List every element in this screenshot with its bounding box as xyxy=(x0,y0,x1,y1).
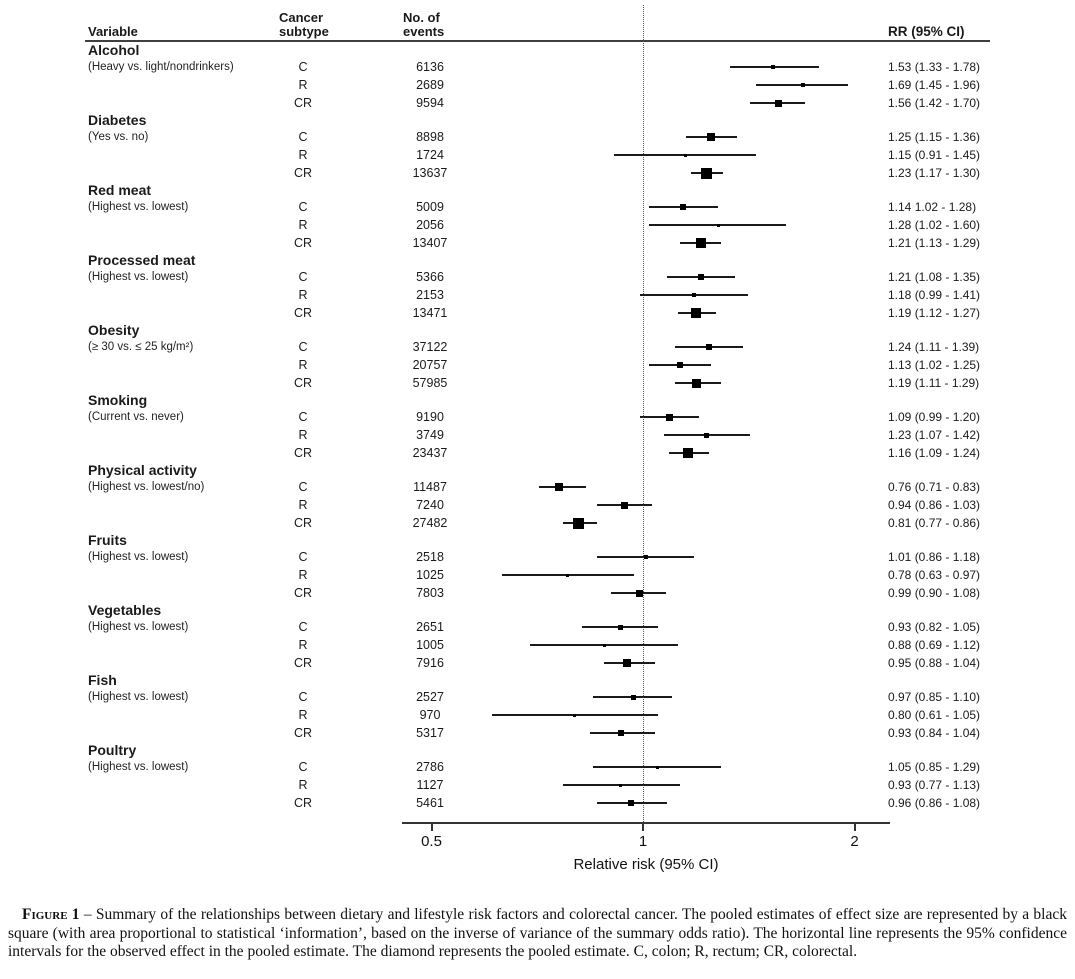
rr-cell: 1.13 (1.02 - 1.25) xyxy=(888,358,981,372)
subtype-cell: C xyxy=(298,480,308,494)
x-axis-tick-label: 0.5 xyxy=(421,833,442,850)
x-axis-tick xyxy=(854,822,856,831)
forest-row xyxy=(0,286,1075,304)
comparison-label: (Current vs. never) xyxy=(88,411,184,423)
forest-row xyxy=(0,76,1075,94)
subtype-cell: C xyxy=(298,760,308,774)
variable-group xyxy=(0,42,1075,112)
point-marker xyxy=(618,730,624,736)
rr-cell: 0.93 (0.84 - 1.04) xyxy=(888,726,981,740)
subtype-cell: CR xyxy=(293,446,313,460)
forest-row xyxy=(0,688,1075,706)
comparison-label: (Highest vs. lowest) xyxy=(88,271,189,283)
forest-row xyxy=(0,234,1075,252)
point-marker xyxy=(566,574,569,577)
rr-cell: 0.88 (0.69 - 1.12) xyxy=(888,638,981,652)
comparison-label: (Yes vs. no) xyxy=(88,131,149,143)
events-cell: 5366 xyxy=(416,270,444,284)
rr-cell: 1.53 (1.33 - 1.78) xyxy=(888,60,981,74)
subtype-cell: CR xyxy=(293,586,313,600)
rr-cell: 0.93 (0.82 - 1.05) xyxy=(888,620,981,634)
x-axis-tick xyxy=(642,822,644,831)
comparison-label: (Highest vs. lowest) xyxy=(88,761,189,773)
rr-cell: 0.78 (0.63 - 0.97) xyxy=(888,568,981,582)
point-marker xyxy=(631,695,636,700)
forest-row xyxy=(0,356,1075,374)
variable-group xyxy=(0,322,1075,392)
variable-name: Smoking xyxy=(88,392,148,408)
point-marker xyxy=(555,483,563,491)
forest-row xyxy=(0,584,1075,602)
point-marker xyxy=(644,555,648,559)
col-header-cancer-subtype-line2: subtype xyxy=(279,24,329,39)
variable-group xyxy=(0,742,1075,812)
variable-group xyxy=(0,252,1075,322)
x-axis-label: Relative risk (95% CI) xyxy=(573,856,719,873)
col-header-rr: RR (95% CI) xyxy=(888,24,965,39)
point-marker xyxy=(704,433,709,438)
point-marker xyxy=(666,414,673,421)
comparison-label: (Highest vs. lowest) xyxy=(88,691,189,703)
variable-group xyxy=(0,602,1075,672)
subtype-cell: CR xyxy=(293,236,313,250)
events-cell: 7803 xyxy=(416,586,444,600)
point-marker xyxy=(684,154,687,157)
subtype-cell: R xyxy=(298,358,308,372)
forest-row xyxy=(0,478,1075,496)
comparison-label: (≥ 30 vs. ≤ 25 kg/m²) xyxy=(88,341,194,353)
rr-cell: 0.80 (0.61 - 1.05) xyxy=(888,708,981,722)
point-marker xyxy=(573,714,576,717)
forest-row xyxy=(0,548,1075,566)
subtype-cell: R xyxy=(298,568,308,582)
x-axis-tick xyxy=(431,822,433,831)
events-cell: 2786 xyxy=(416,760,444,774)
rr-cell: 1.19 (1.12 - 1.27) xyxy=(888,306,981,320)
events-cell: 2527 xyxy=(416,690,444,704)
forest-row xyxy=(0,654,1075,672)
forest-row xyxy=(0,724,1075,742)
point-marker xyxy=(771,65,775,69)
subtype-cell: R xyxy=(298,78,308,92)
comparison-label: (Highest vs. lowest) xyxy=(88,551,189,563)
col-header-cancer-subtype xyxy=(279,11,329,39)
variable-name: Obesity xyxy=(88,322,140,338)
subtype-cell: R xyxy=(298,638,308,652)
events-cell: 2651 xyxy=(416,620,444,634)
forest-row xyxy=(0,706,1075,724)
point-marker xyxy=(623,659,631,667)
comparison-label: (Highest vs. lowest/no) xyxy=(88,481,205,493)
forest-row xyxy=(0,94,1075,112)
figure-number: Figure 1 xyxy=(22,906,80,923)
figure-caption xyxy=(8,906,1067,962)
subtype-cell: C xyxy=(298,690,308,704)
events-cell: 970 xyxy=(419,708,441,722)
variable-name: Vegetables xyxy=(88,602,162,618)
forest-row xyxy=(0,374,1075,392)
events-cell: 1724 xyxy=(416,148,444,162)
rr-cell: 1.21 (1.08 - 1.35) xyxy=(888,270,981,284)
forest-row xyxy=(0,164,1075,182)
events-cell: 2518 xyxy=(416,550,444,564)
point-marker xyxy=(691,308,701,318)
subtype-cell: CR xyxy=(293,726,313,740)
forest-row xyxy=(0,338,1075,356)
events-cell: 6136 xyxy=(416,60,444,74)
point-marker xyxy=(618,625,623,630)
col-header-events-line2: events xyxy=(403,24,445,39)
point-marker xyxy=(680,204,686,210)
x-axis-line xyxy=(402,822,890,824)
subtype-cell: CR xyxy=(293,306,313,320)
point-marker xyxy=(706,344,712,350)
variable-name: Physical activity xyxy=(88,462,197,478)
point-marker xyxy=(683,448,693,458)
forest-row xyxy=(0,304,1075,322)
events-cell: 11487 xyxy=(413,480,447,494)
subtype-cell: C xyxy=(298,130,308,144)
subtype-cell: R xyxy=(298,218,308,232)
point-marker xyxy=(692,379,701,388)
subtype-cell: R xyxy=(298,288,308,302)
forest-row xyxy=(0,408,1075,426)
events-cell: 1025 xyxy=(416,568,444,582)
col-header-variable: Variable xyxy=(88,24,138,39)
variable-group xyxy=(0,182,1075,252)
forest-row xyxy=(0,776,1075,794)
variable-name: Red meat xyxy=(88,182,152,198)
point-marker xyxy=(696,238,706,248)
subtype-cell: R xyxy=(298,778,308,792)
rr-cell: 1.15 (0.91 - 1.45) xyxy=(888,148,981,162)
subtype-cell: CR xyxy=(293,166,313,180)
rr-cell: 1.23 (1.07 - 1.42) xyxy=(888,428,981,442)
events-cell: 2689 xyxy=(416,78,444,92)
forest-row xyxy=(0,426,1075,444)
events-cell: 13407 xyxy=(412,236,448,250)
point-marker xyxy=(628,800,634,806)
point-marker xyxy=(677,362,683,368)
subtype-cell: R xyxy=(298,428,308,442)
events-cell: 7916 xyxy=(416,656,444,670)
rr-cell: 1.05 (0.85 - 1.29) xyxy=(888,760,981,774)
x-axis-tick-label: 1 xyxy=(638,833,648,850)
comparison-label: (Heavy vs. light/nondrinkers) xyxy=(88,61,234,73)
subtype-cell: C xyxy=(298,60,308,74)
rr-cell: 1.56 (1.42 - 1.70) xyxy=(888,96,981,110)
rr-cell: 1.28 (1.02 - 1.60) xyxy=(888,218,981,232)
events-cell: 13471 xyxy=(412,306,448,320)
variable-group xyxy=(0,392,1075,462)
rr-cell: 0.99 (0.90 - 1.08) xyxy=(888,586,981,600)
forest-row xyxy=(0,146,1075,164)
point-marker xyxy=(717,224,720,227)
subtype-cell: R xyxy=(298,498,308,512)
rr-cell: 0.96 (0.86 - 1.08) xyxy=(888,796,981,810)
rr-cell: 1.19 (1.11 - 1.29) xyxy=(888,376,980,390)
events-cell: 5009 xyxy=(416,200,444,214)
variable-group xyxy=(0,112,1075,182)
variable-group xyxy=(0,462,1075,532)
forest-row xyxy=(0,758,1075,776)
point-marker xyxy=(636,590,643,597)
variable-name: Diabetes xyxy=(88,112,147,128)
rr-cell: 0.76 (0.71 - 0.83) xyxy=(888,480,981,494)
forest-row xyxy=(0,216,1075,234)
variable-name: Poultry xyxy=(88,742,137,758)
events-cell: 23437 xyxy=(412,446,448,460)
subtype-cell: R xyxy=(298,708,308,722)
forest-row xyxy=(0,514,1075,532)
subtype-cell: C xyxy=(298,410,308,424)
variable-name: Fruits xyxy=(88,532,127,548)
subtype-cell: CR xyxy=(293,376,313,390)
events-cell: 5461 xyxy=(416,796,444,810)
subtype-cell: C xyxy=(298,270,308,284)
forest-row xyxy=(0,566,1075,584)
caption-text: – Summary of the relationships between dietary and lifestyle risk factors and colorectal cancer. The pooled estimates of effect size are represented by a black square (with area proportional to statistical ‘information’, based on the inverse of variance of the summary odds ratio). The horizontal line represents the 95% confidence intervals for the observed effect in the pooled estimate. The diamond represents the pooled estimate. C, colon; R, rectum; CR, colorectal. xyxy=(8,906,1067,960)
rr-cell: 1.14 1.02 - 1.28) xyxy=(888,200,977,214)
point-marker xyxy=(698,274,704,280)
events-cell: 3749 xyxy=(416,428,444,442)
rr-cell: 1.25 (1.15 - 1.36) xyxy=(888,130,981,144)
point-marker xyxy=(619,784,622,787)
rr-cell: 1.18 (0.99 - 1.41) xyxy=(888,288,981,302)
point-marker xyxy=(656,766,659,769)
forest-row xyxy=(0,444,1075,462)
rr-cell: 1.09 (0.99 - 1.20) xyxy=(888,410,981,424)
variable-name: Alcohol xyxy=(88,42,140,58)
events-cell: 9594 xyxy=(416,96,444,110)
events-cell: 7240 xyxy=(416,498,444,512)
point-marker xyxy=(573,518,584,529)
events-cell: 57985 xyxy=(412,376,448,390)
events-cell: 9190 xyxy=(416,410,444,424)
subtype-cell: CR xyxy=(293,796,313,810)
groups-container xyxy=(0,42,1075,812)
events-cell: 8898 xyxy=(416,130,444,144)
point-marker xyxy=(621,502,628,509)
forest-row xyxy=(0,636,1075,654)
events-cell: 27482 xyxy=(412,516,448,530)
point-marker xyxy=(603,644,606,647)
events-cell: 2056 xyxy=(416,218,444,232)
point-marker xyxy=(707,133,715,141)
comparison-label: (Highest vs. lowest) xyxy=(88,201,189,213)
rr-cell: 0.93 (0.77 - 1.13) xyxy=(888,778,981,792)
events-cell: 1127 xyxy=(416,778,444,792)
col-header-events-line1: No. of xyxy=(403,10,440,25)
x-axis xyxy=(0,822,1075,880)
point-marker xyxy=(775,100,782,107)
subtype-cell: C xyxy=(298,340,308,354)
subtype-cell: C xyxy=(298,200,308,214)
rr-cell: 1.21 (1.13 - 1.29) xyxy=(888,236,981,250)
rr-cell: 0.95 (0.88 - 1.04) xyxy=(888,656,981,670)
forest-row xyxy=(0,128,1075,146)
x-axis-tick-label: 2 xyxy=(850,833,859,850)
point-marker xyxy=(701,168,712,179)
events-cell: 13637 xyxy=(412,166,448,180)
events-cell: 1005 xyxy=(416,638,444,652)
rr-cell: 1.01 (0.86 - 1.18) xyxy=(888,550,981,564)
subtype-cell: CR xyxy=(293,516,313,530)
comparison-label: (Highest vs. lowest) xyxy=(88,621,189,633)
forest-row xyxy=(0,794,1075,812)
subtype-cell: CR xyxy=(293,656,313,670)
col-header-events xyxy=(403,11,444,39)
rr-cell: 1.23 (1.17 - 1.30) xyxy=(888,166,981,180)
forest-row xyxy=(0,618,1075,636)
subtype-cell: R xyxy=(298,148,308,162)
forest-row xyxy=(0,496,1075,514)
rr-cell: 1.16 (1.09 - 1.24) xyxy=(888,446,981,460)
subtype-cell: CR xyxy=(293,96,313,110)
variable-group xyxy=(0,532,1075,602)
forest-row xyxy=(0,268,1075,286)
rr-cell: 0.97 (0.85 - 1.10) xyxy=(888,690,981,704)
events-cell: 2153 xyxy=(416,288,444,302)
col-header-cancer-subtype-line1: Cancer xyxy=(279,10,324,25)
point-marker xyxy=(692,293,696,297)
subtype-cell: C xyxy=(298,620,308,634)
variable-name: Processed meat xyxy=(88,252,196,268)
events-cell: 37122 xyxy=(412,340,448,354)
rr-cell: 0.94 (0.86 - 1.03) xyxy=(888,498,981,512)
rr-cell: 1.24 (1.11 - 1.39) xyxy=(888,340,980,354)
variable-name: Fish xyxy=(88,672,117,688)
forest-row xyxy=(0,58,1075,76)
events-cell: 5317 xyxy=(416,726,444,740)
column-headers xyxy=(0,0,1075,40)
rr-cell: 0.81 (0.77 - 0.86) xyxy=(888,516,981,530)
events-cell: 20757 xyxy=(412,358,448,372)
point-marker xyxy=(801,83,805,87)
rr-cell: 1.69 (1.45 - 1.96) xyxy=(888,78,981,92)
subtype-cell: C xyxy=(298,550,308,564)
forest-row xyxy=(0,198,1075,216)
variable-group xyxy=(0,672,1075,742)
